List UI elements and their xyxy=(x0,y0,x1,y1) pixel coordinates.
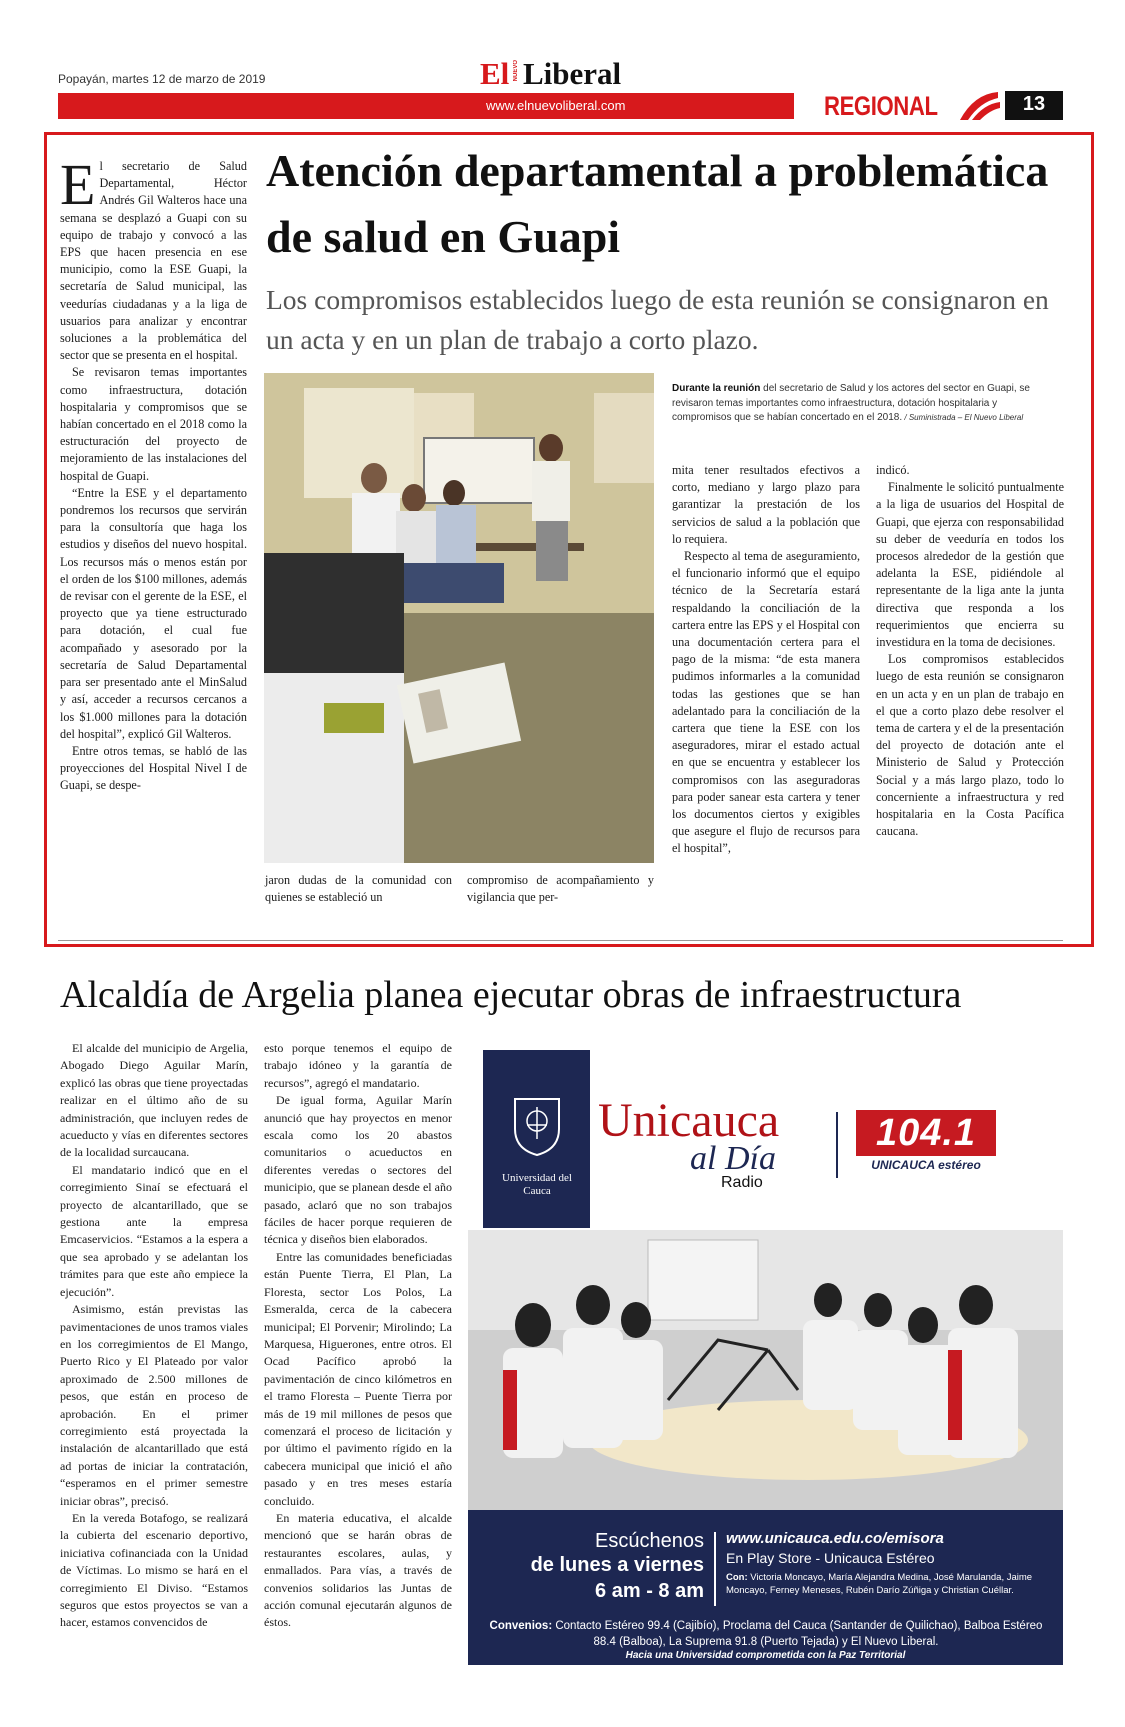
article1-paragraph: indicó. xyxy=(876,463,910,477)
article1-column-1 xyxy=(60,152,247,795)
caption-credit: / Suministrada – El Nuevo Liberal xyxy=(902,413,1024,422)
ad-divider xyxy=(836,1112,838,1178)
article2-paragraph: De igual forma, Aguilar Marín anunció que hay proyectos en menor escala como los 20 abastos comunitarios o acueductos en diferentes veredas o sectores del municipio, que se planean desde el año pasado, aclaró que no son trabajos fáciles de hacer porque requieren de técnica y diseños bien elaborados. xyxy=(264,1093,452,1247)
article2-column-1 xyxy=(60,1040,248,1632)
section-divider xyxy=(58,940,1063,941)
page-number: 13 xyxy=(1022,93,1046,115)
website-link[interactable]: www.elnuevoliberal.com xyxy=(486,98,626,113)
article1-paragraph: Finalmente le solicitó puntualmente a la liga de usuarios del Hospital de Guapi, que ejerza con responsabilidad su deber de veeduría en todos los procesos alrededor de la gestión que adelanta la ESE, pidiéndole al representante de la liga ante la junta directiva que responda a los requerimientos que encierra su investidura en la toma de decisiones. xyxy=(876,480,1064,650)
dropcap: E xyxy=(60,152,96,217)
article2-headline: Alcaldía de Argelia planea ejecutar obras de infraestructura xyxy=(60,974,962,1016)
article1-column-4 xyxy=(672,462,860,858)
ad-hours: 6 am - 8 am xyxy=(595,1580,704,1602)
article2-paragraph: El mandatario indicó que en el corregimiento Sinaí se efectuará el proyecto de alcantarillado, que se gestiona ante la empresa Emcaservicios. “Estamos a la espera a que sea aprobado y se adelantan los trámites para que este año empiece la ejecución”. xyxy=(60,1162,248,1299)
ad-website[interactable]: www.unicauca.edu.co/emisora xyxy=(726,1530,944,1547)
dateline: Popayán, martes 12 de marzo de 2019 xyxy=(58,72,266,86)
article2-paragraph: Entre las comunidades beneficiadas están Puente Tierra, El Plan, La Floresta, sector Los Polos, La Esmeralda, cerca de la cabecera municipal; El Porvenir; Mirolindo; La Marquesa, Higuerones, entre otros. El Ocad Pacífico aprobó la pavimentación de cinco kilómetros en el tramo Floresta – Puente Tierra por más de 19 mil millones de pesos que comenzará el proceso de licitación y por último el pavimento rígido en la cabecera municipal que inició el año pasado y en tres meses estaría concluido. xyxy=(264,1249,452,1508)
article1-paragraph: mita tener resultados efectivos a corto, mediano y largo plazo para garantizar la prestación de los servicios de salud a la población que lo requiera. xyxy=(672,463,860,546)
ad-listen: Escúchenos xyxy=(595,1530,704,1552)
article2-paragraph: En materia educativa, el alcalde mencionó que se harán obras de restaurantes escolares, aulas, y enmallados. Para vías, a través de convenios solidarios las Juntas de acción comunal ejecutarán algunos de éstos. xyxy=(264,1510,452,1630)
radio-frequency: 104.1 xyxy=(856,1110,996,1156)
article1-paragraph: compromiso de acompañamiento y vigilancia que per- xyxy=(467,873,654,905)
unicauca-brand-radio: Radio xyxy=(721,1174,763,1191)
meeting-photo xyxy=(264,373,654,863)
article1-column-2 xyxy=(265,872,452,906)
unicauca-advertisement[interactable] xyxy=(468,1050,1063,1665)
article2-paragraph: En la vereda Botafogo, se realizará la cubierta del escenario deportivo, iniciativa cofinanciada con la Unidad de Víctimas. Lo mismo se hará en el corregimiento El Diviso. “Estamos seguros que estos proyectos se van a hacer, estamos convencidos de xyxy=(60,1510,248,1630)
caption-text: del secretario de Salud y los actores del sector en Guapi, se revisaron temas importantes como infraestructura, dotación hospitalaria y compromisos que se habían concertado en el 2018. xyxy=(672,383,1030,423)
logo-el: El xyxy=(480,56,510,91)
article1-paragraph: l secretario de Salud Departamental, Héctor Andrés Gil Walteros hace una semana se desplazó a Guapi con su equipo de trabajo y convocó a las EPS que hacen presencia en ese municipio, como la ESE Guapi, la secretaría de Salud municipal, las veedurías ciudadanas y a la liga de usuarios para analizar y encontrar soluciones a la problemática del sector que se presenta en el hospital. xyxy=(60,159,247,363)
meeting-photo-illustration xyxy=(264,373,654,863)
unicauca-brand: Unicauca xyxy=(598,1094,780,1147)
article2-paragraph: esto porque tenemos el equipo de trabajo idóneo y la garantía de recursos”, agregó el mandatario. xyxy=(264,1041,452,1090)
logo-liberal: Liberal xyxy=(523,56,622,91)
article1-paragraph: Los compromisos establecidos luego de esta reunión se consignaron en un acta y en un plan de trabajo en el que a corto plazo debe resolver el tema de cartera y el de la presentación del proyecto de dotación ante el Ministerio de Salud y Protección Social y a más largo plazo, todo lo concerniente a infraestructura y red hospitalaria en la Costa Pacífica caucana. xyxy=(876,652,1064,839)
ad-convenios-text: Contacto Estéreo 99.4 (Cajibío), Proclama del Cauca (Santander de Quilichao), Balboa Estéreo 88.4 (Balboa), La Suprema 91.8 (Puerto Tejada) y El Nuevo Liberal. xyxy=(552,1620,1043,1648)
studio-photo xyxy=(468,1230,1063,1510)
caption-bold: Durante la reunión xyxy=(672,383,761,394)
article1-paragraph: Respecto al tema de aseguramiento, el funcionario informó que el equipo técnico de la Secretaría estará respaldando la conciliación de la cartera entre las EPS y el Hospital con una documentación certera para el pago de la misma: “de esta manera pudimos informarles a la comunidad todas las gestiones que se han adelantado para la conciliación de la cartera que tiene la ESE con los aseguradores, mirar el estado actual en que se encuentra y establecer los compromisos con las aseguradoras para poder sanear esta cartera y tener los documentos ciertos y exigibles que asegure el flujo de recursos para el hospital”, xyxy=(672,549,860,856)
article1-subheadline: Los compromisos establecidos luego de esta reunión se consignaron en un acta y en un plan de trabajo a corto plazo. xyxy=(266,284,1049,355)
unicauca-brand-sub: al Día xyxy=(690,1140,776,1177)
article2-paragraph: El alcalde del municipio de Argelia, Abogado Diego Aguilar Marín, explicó las obras que tiene proyectadas realizar en el último año de su administración, que incluyen redes de acueducto y vías en diferentes sectores de la localidad surcaucana. xyxy=(60,1041,248,1160)
ad-hosts xyxy=(726,1571,1046,1597)
section-label: REGIONAL xyxy=(824,91,938,121)
university-badge xyxy=(483,1050,590,1228)
university-name: Universidad del Cauca xyxy=(502,1172,572,1197)
article1-column-3 xyxy=(467,872,654,906)
article2-paragraph: Asimismo, están previstas las pavimentaciones de unos tramos viales en los corregimientos de El Mango, Puerto Rico y El Plateado por valor aproximado de 2.500 millones de pesos, que están en proceso de aprobación. En el primer corregimiento está proyectada la instalación de alcantarillado que está ad portas de iniciar la contratación, “esperamos en el primer semestre iniciar obras”, precisó. xyxy=(60,1302,248,1508)
radio-station-name: UNICAUCA estéreo xyxy=(871,1158,981,1172)
ad-convenios-label: Convenios: xyxy=(489,1620,553,1632)
article1-paragraph: “Entre la ESE y el departamento pondremos los recursos que servirán para la consultoría que haga los estudios y diseños del nuevo hospital. Los recursos más o menos están por el orden de los $100 millones, además de revisar con el gerente de la ESE, el proyecto que ya tiene estructurado para dotación, el cual fue acompañado y asesorado por la secretaría de Salud Departamental para ser presentado ante el MinSalud y así, acceder a recursos cercanos a los $1.000 millones para la dotación del hospital”, explicó Gil Walteros. xyxy=(60,485,247,741)
studio-photo-illustration xyxy=(468,1230,1063,1510)
photo-caption xyxy=(672,382,1032,426)
section-swoosh-icon xyxy=(958,90,1008,122)
article1-headline: Atención departamental a problemática de salud en Guapi xyxy=(266,145,1049,262)
article1-paragraph: Entre otros temas, se habló de las proyecciones del Hospital Nivel I de Guapi, se despe- xyxy=(60,743,247,793)
article2-column-2 xyxy=(264,1040,452,1632)
article1-paragraph: jaron dudas de la comunidad con quienes se estableció un xyxy=(265,873,452,905)
ad-convenios xyxy=(486,1618,1046,1650)
ad-hosts-label: Con: xyxy=(726,1572,748,1583)
ad-days: de lunes a viernes xyxy=(530,1554,704,1576)
masthead-red-bar xyxy=(58,93,794,119)
newspaper-logo[interactable] xyxy=(478,56,648,90)
logo-nuevo: NUEVO xyxy=(513,60,519,82)
university-shield-icon xyxy=(511,1095,563,1157)
ad-hosts-names: Victoria Moncayo, María Alejandra Medina, José Marulanda, Jaime Moncayo, Ferney Meneses, Rubén Darío Zúñiga y Christian Cuéllar. xyxy=(726,1572,1033,1596)
article1-column-5 xyxy=(876,462,1064,840)
article1-paragraph: Se revisaron temas importantes como infraestructura, dotación hospitalaria y compromisos que se habían concertado en el 2018 como la estructuración del proyecto de mejoramiento de las instalaciones del hospital de Guapi. xyxy=(60,365,247,483)
ad-playstore: En Play Store - Unicauca Estéreo xyxy=(726,1550,935,1566)
ad-info-divider xyxy=(714,1532,716,1606)
